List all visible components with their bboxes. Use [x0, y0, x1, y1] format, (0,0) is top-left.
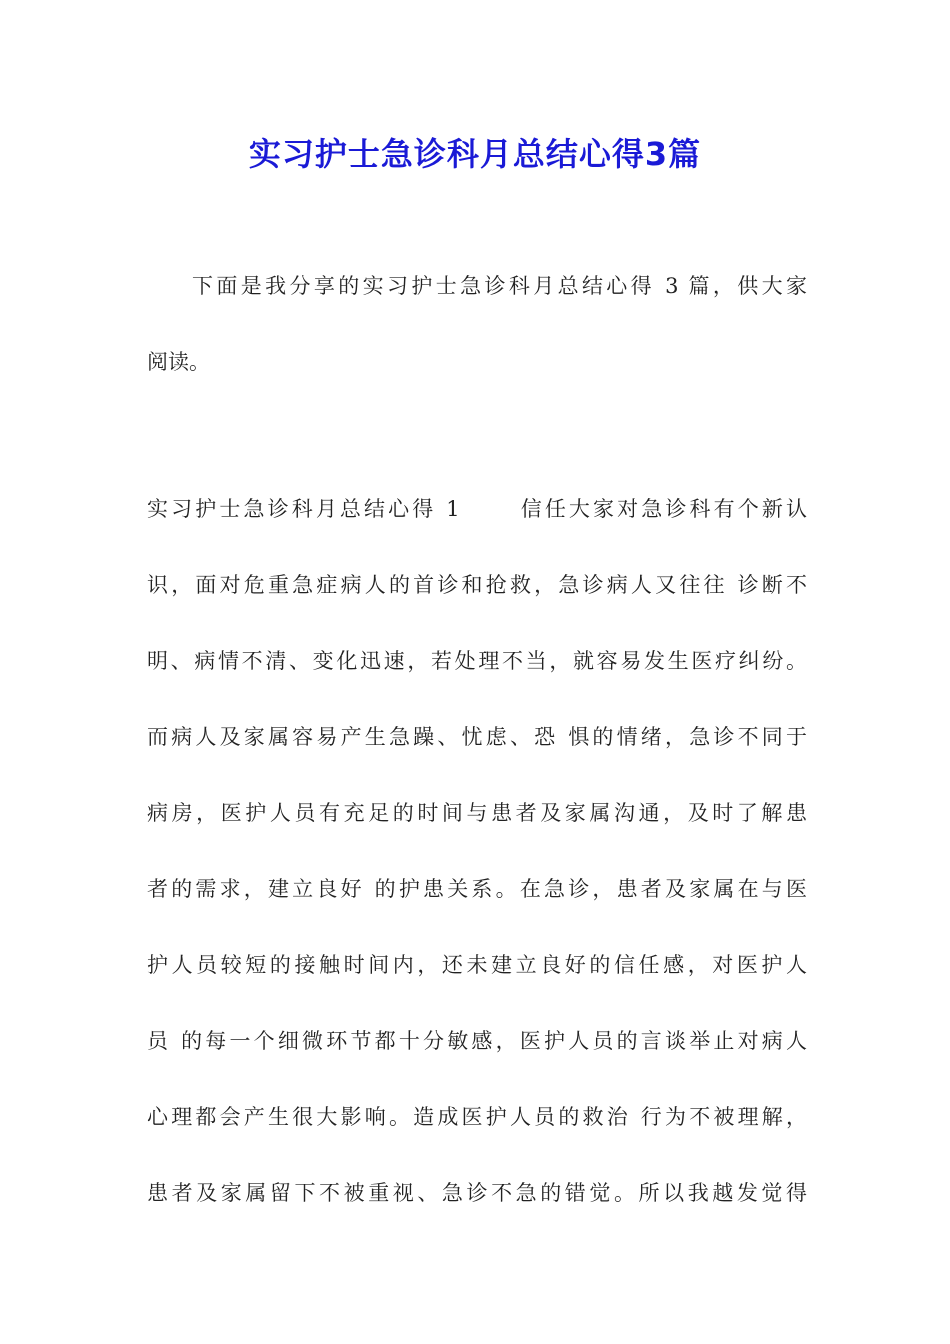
section-line: 心理都会产生很大影响。造成医护人员的救治 行为不被理解，	[147, 1105, 807, 1129]
section-line: 员 的每一个细微环节都十分敏感，医护人员的言谈举止对病人	[147, 1029, 807, 1053]
intro-paragraph	[147, 248, 807, 400]
section-line: 实习护士急诊科月总结心得 1 信任大家对急诊科有个新认	[147, 497, 807, 521]
section-paragraph	[147, 471, 807, 1231]
section-line: 护人员较短的接触时间内，还未建立良好的信任感，对医护人	[147, 953, 807, 977]
section-line: 而病人及家属容易产生急躁、忧虑、恐 惧的情绪，急诊不同于	[147, 725, 807, 749]
section-line: 明、病情不清、变化迅速，若处理不当，就容易发生医疗纠纷。	[147, 649, 807, 673]
section-line: 患者及家属留下不被重视、急诊不急的错觉。所以我越发觉得	[147, 1181, 807, 1205]
section-line: 识，面对危重急症病人的首诊和抢救，急诊病人又往往 诊断不	[147, 573, 807, 597]
intro-line: 阅读。	[147, 350, 210, 374]
section-line: 病房，医护人员有充足的时间与患者及家属沟通，及时了解患	[147, 801, 807, 825]
section-line: 者的需求，建立良好 的护患关系。在急诊，患者及家属在与医	[147, 877, 807, 901]
intro-line: 下面是我分享的实习护士急诊科月总结心得 3 篇，供大家	[192, 274, 807, 298]
document-title: 实习护士急诊科月总结心得3篇	[248, 135, 702, 173]
